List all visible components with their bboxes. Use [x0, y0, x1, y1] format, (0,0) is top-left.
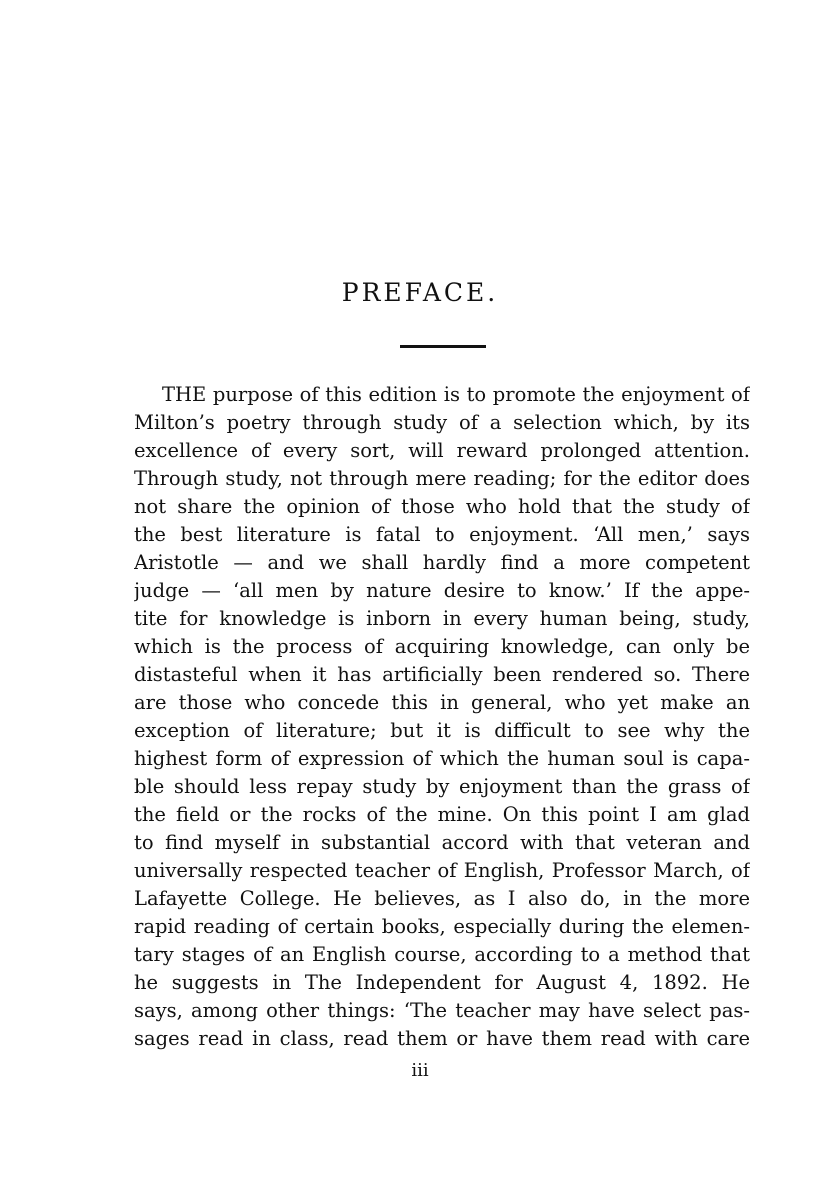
text-line: sages read in class, read them or have them read with care	[134, 1027, 750, 1050]
text-line: ble should less repay study by enjoyment than the grass of	[134, 775, 750, 798]
text-line: THE purpose of this edition is to promote the enjoyment of	[162, 383, 750, 406]
text-line: says, among other things: ‘The teacher may have select pas-	[134, 999, 750, 1022]
title-rule	[400, 345, 486, 348]
text-line: Milton’s poetry through study of a selection which, by its	[134, 411, 750, 434]
text-line: highest form of expression of which the human soul is capa-	[134, 747, 750, 770]
text-line: tite for knowledge is inborn in every human being, study,	[134, 607, 750, 630]
text-line: he suggests in The Independent for August 4, 1892. He	[134, 971, 750, 994]
text-line: Aristotle — and we shall hardly find a more competent	[134, 551, 750, 574]
text-line: universally respected teacher of English, Professor March, of	[134, 859, 750, 882]
text-line: are those who concede this in general, who yet make an	[134, 691, 750, 714]
text-line: excellence of every sort, will reward prolonged attention.	[134, 439, 750, 462]
text-line: not share the opinion of those who hold that the study of	[134, 495, 750, 518]
text-line: exception of literature; but it is difficult to see why the	[134, 719, 750, 742]
text-line: judge — ‘all men by nature desire to know.’ If the appe-	[134, 579, 750, 602]
text-line: to find myself in substantial accord with that veteran and	[134, 831, 750, 854]
page-number: iii	[411, 1060, 429, 1081]
text-line: the best literature is fatal to enjoyment. ‘All men,’ says	[134, 523, 750, 546]
page-title: PREFACE.	[341, 278, 499, 307]
text-line: Through study, not through mere reading; for the editor does	[134, 467, 750, 490]
text-line: which is the process of acquiring knowledge, can only be	[134, 635, 750, 658]
text-line: distasteful when it has artificially been rendered so. There	[134, 663, 750, 686]
text-line: Lafayette College. He believes, as I also do, in the more	[134, 887, 750, 910]
text-line: tary stages of an English course, according to a method that	[134, 943, 750, 966]
text-line: the field or the rocks of the mine. On this point I am glad	[134, 803, 750, 826]
preface-paragraph	[134, 381, 750, 1053]
text-line: rapid reading of certain books, especially during the elemen-	[134, 915, 750, 938]
